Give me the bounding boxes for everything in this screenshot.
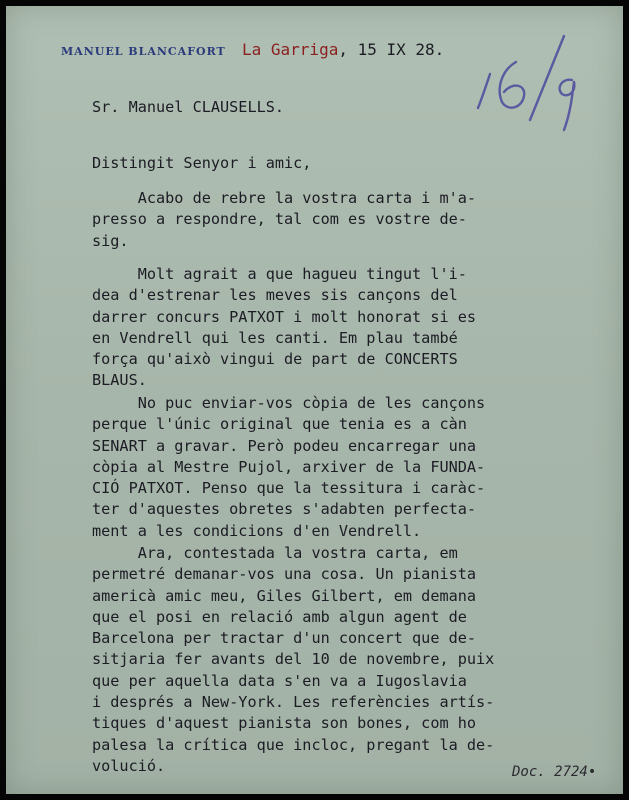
handwritten-annotation — [468, 22, 593, 137]
text-line: palesa la crítica que incloc, pregant la de- — [92, 735, 495, 754]
text-line: tiques d'aquest pianista son bones, com ho — [92, 714, 477, 733]
place-date-line — [242, 40, 444, 59]
letter-date: , 15 IX 28. — [338, 40, 445, 59]
text-line: dea d'estrenar les meves sis cançons del — [92, 286, 458, 305]
text-line: força qu'això vingui de part de CONCERTS — [92, 350, 458, 369]
paragraph-1 — [92, 188, 476, 252]
paragraph-4 — [92, 543, 494, 777]
text-line: ter d'aquestes obretes s'adabten perfecta- — [92, 500, 477, 519]
text-line: americà amic meu, Giles Gilbert, em demana — [92, 586, 477, 605]
place-name: La Garriga — [242, 40, 339, 59]
text-line: Barcelona per tractar d'un concert que de- — [92, 629, 477, 648]
recipient: Sr. Manuel CLAUSELLS. — [92, 98, 285, 116]
greeting: Distingit Senyor i amic, — [92, 154, 312, 172]
text-line: sig. — [92, 231, 129, 250]
text-line: CIÓ PATXOT. Penso que la tessitura i caràc- — [92, 479, 486, 498]
text-line: perque l'únic original que tenia es a càn — [92, 415, 467, 434]
text-line: BLAUS. — [92, 371, 147, 390]
text-line: Acabo de rebre la vostra carta i m'a- — [92, 189, 477, 207]
text-line: presso a respondre, tal com es vostre de- — [92, 210, 467, 229]
text-line: en Vendrell qui les canti. Em plau també — [92, 328, 458, 347]
text-line: No puc enviar-vos còpia de les cançons — [92, 394, 486, 412]
annotation-text: 16/9 — [468, 22, 470, 23]
letter-sheet — [6, 6, 623, 794]
text-line: i després a New-York. Les referències artís- — [92, 693, 495, 712]
text-line: SENART a gravar. Però podeu encarregar una — [92, 436, 477, 455]
text-line: volució. — [92, 756, 166, 775]
text-line: Molt agrait a que hagueu tingut l'i- — [92, 265, 467, 283]
text-line: sitjaria fer avants del 10 de novembre, puix — [92, 650, 495, 669]
text-line: còpia al Mestre Pujol, arxiver de la FUNDA- — [92, 457, 486, 476]
text-line: permetré demanar-vos una cosa. Un pianista — [92, 565, 477, 584]
text-line: que el posi en relació amb algun agent de — [92, 607, 467, 626]
text-line: ment a les condicions d'en Vendrell. — [92, 521, 422, 540]
archive-reference: Doc. 2724• — [512, 764, 597, 780]
letterhead-name: MANUEL BLANCAFORT — [61, 45, 226, 58]
text-line: darrer concurs PATXOT i molt honorat si es — [92, 307, 477, 326]
text-line: que per aquella data s'en va a Iugoslavia — [92, 671, 467, 690]
text-line: Ara, contestada la vostra carta, em — [92, 544, 458, 562]
paragraph-3 — [92, 393, 485, 542]
paragraph-2 — [92, 264, 476, 392]
